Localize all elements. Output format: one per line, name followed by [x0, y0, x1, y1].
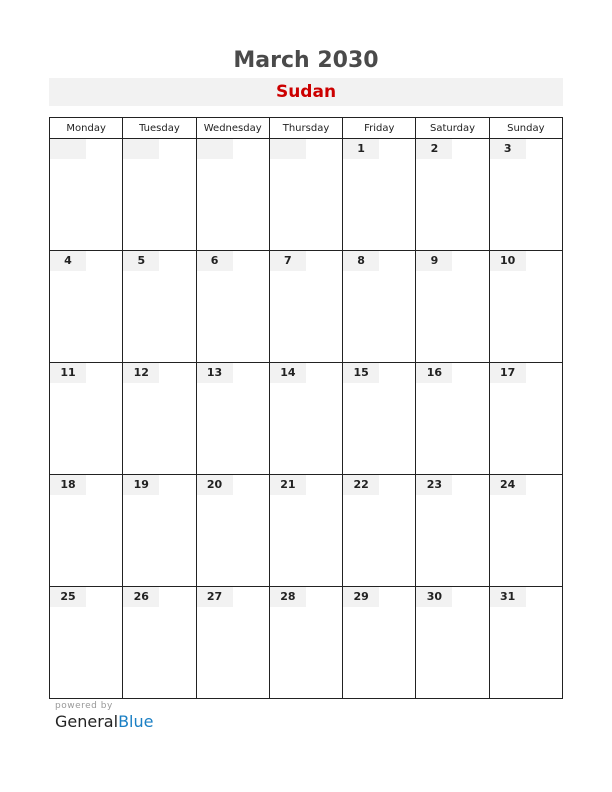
day-number: 15	[343, 363, 379, 383]
day-cell	[196, 139, 269, 251]
day-cell	[416, 251, 489, 363]
day-number: 27	[197, 587, 233, 607]
day-cell	[343, 363, 416, 475]
weekday-header: Thursday	[269, 118, 342, 139]
day-number: 8	[343, 251, 379, 271]
day-number: 16	[416, 363, 452, 383]
day-cell	[416, 363, 489, 475]
day-cell	[196, 363, 269, 475]
day-number: 12	[123, 363, 159, 383]
day-number: 17	[490, 363, 526, 383]
day-number: 13	[197, 363, 233, 383]
week-row	[50, 139, 563, 251]
day-cell	[123, 587, 196, 699]
day-cell	[123, 475, 196, 587]
day-cell	[343, 251, 416, 363]
day-cell	[489, 363, 562, 475]
day-cell	[50, 363, 123, 475]
day-number: 1	[343, 139, 379, 159]
week-row	[50, 363, 563, 475]
day-cell	[343, 139, 416, 251]
weekday-header: Wednesday	[196, 118, 269, 139]
weekday-header: Friday	[343, 118, 416, 139]
day-cell	[196, 251, 269, 363]
day-cell	[416, 475, 489, 587]
day-cell	[416, 587, 489, 699]
day-cell	[489, 251, 562, 363]
day-cell	[343, 587, 416, 699]
weekday-header-row	[50, 118, 563, 139]
day-cell	[489, 587, 562, 699]
weekday-header: Sunday	[489, 118, 562, 139]
day-cell	[123, 139, 196, 251]
page-title: March 2030	[233, 48, 379, 73]
day-number: 19	[123, 475, 159, 495]
day-number	[270, 139, 306, 159]
day-number: 5	[123, 251, 159, 271]
day-number: 9	[416, 251, 452, 271]
day-cell	[50, 251, 123, 363]
day-number: 24	[490, 475, 526, 495]
week-row	[50, 475, 563, 587]
brand-name-blue: Blue	[118, 712, 154, 731]
day-number: 30	[416, 587, 452, 607]
brand-name-general: General	[55, 712, 119, 731]
day-number: 7	[270, 251, 306, 271]
day-number: 23	[416, 475, 452, 495]
day-cell	[269, 587, 342, 699]
weekday-header: Saturday	[416, 118, 489, 139]
day-number: 4	[50, 251, 86, 271]
day-number: 6	[197, 251, 233, 271]
day-number: 31	[490, 587, 526, 607]
day-number: 26	[123, 587, 159, 607]
day-cell	[50, 139, 123, 251]
day-number: 18	[50, 475, 86, 495]
day-cell	[50, 587, 123, 699]
day-cell	[343, 475, 416, 587]
day-number: 25	[50, 587, 86, 607]
day-cell	[489, 475, 562, 587]
day-cell	[196, 475, 269, 587]
day-number: 29	[343, 587, 379, 607]
day-cell	[269, 251, 342, 363]
calendar-grid	[49, 117, 563, 699]
day-number: 21	[270, 475, 306, 495]
day-cell	[269, 475, 342, 587]
day-cell	[123, 251, 196, 363]
week-row	[50, 251, 563, 363]
day-number: 2	[416, 139, 452, 159]
day-cell	[489, 139, 562, 251]
day-number	[197, 139, 233, 159]
weekday-header: Monday	[50, 118, 123, 139]
day-number: 11	[50, 363, 86, 383]
day-cell	[50, 475, 123, 587]
day-cell	[269, 363, 342, 475]
day-cell	[123, 363, 196, 475]
day-cell	[269, 139, 342, 251]
week-row	[50, 587, 563, 699]
day-number: 3	[490, 139, 526, 159]
country-banner: Sudan	[49, 78, 563, 106]
weekday-header: Tuesday	[123, 118, 196, 139]
day-cell	[416, 139, 489, 251]
brand-logo[interactable]	[55, 712, 153, 732]
day-number: 20	[197, 475, 233, 495]
day-number: 28	[270, 587, 306, 607]
day-number: 14	[270, 363, 306, 383]
day-cell	[196, 587, 269, 699]
powered-by-label: powered by	[55, 701, 113, 711]
day-number	[123, 139, 159, 159]
footer	[55, 700, 153, 732]
day-number	[50, 139, 86, 159]
day-number: 10	[490, 251, 526, 271]
day-number: 22	[343, 475, 379, 495]
